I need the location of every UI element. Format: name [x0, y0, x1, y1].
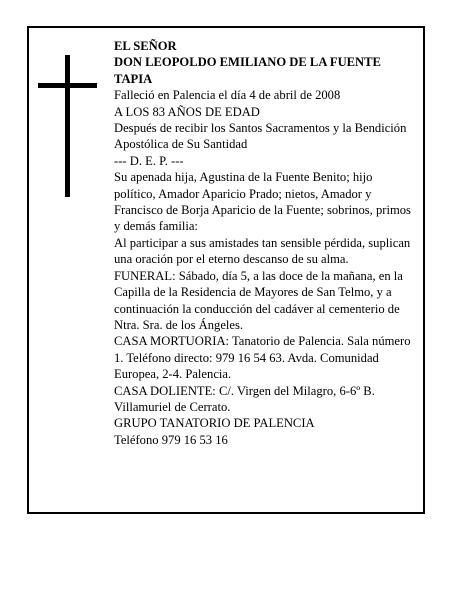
request-paragraph: Al participar a sus amistades tan sensible pérdida, suplican una oración por el eterno descanso de su alma.	[114, 235, 411, 267]
group-line: GRUPO TANATORIO DE PALENCIA	[114, 416, 315, 431]
age-line: A LOS 83 AÑOS DE EDAD	[114, 104, 260, 119]
family-paragraph: Su apenada hija, Agustina de la Fuente Benito; hijo político, Amador Aparicio Prado; nietos, Amador y Francisco de Borja Aparicio de la Fuente; sobrinos, primos y demás familia:	[114, 170, 411, 234]
heading: EL SEÑOR	[114, 39, 177, 53]
death-line: Falleció en Palencia el día 4 de abril de 2008	[114, 88, 341, 103]
mortuary-paragraph: CASA MORTUORIA: Tanatorio de Palencia. Sala número 1. Teléfono directo: 979 16 54 63. Avda. Comunidad Europea, 2-4. Palencia.	[114, 334, 411, 382]
cross-horizontal-bar	[38, 83, 97, 88]
cross-vertical-bar	[65, 55, 70, 197]
funeral-paragraph: FUNERAL: Sábado, día 5, a las doce de la mañana, en la Capilla de la Residencia de Mayores de San Telmo, y a continuación la conducción del cadáver al cementerio de Ntra. Sra. de los Ángeles.	[114, 268, 403, 332]
obituary-text	[114, 38, 414, 448]
mourning-house-paragraph: CASA DOLIENTE: C/. Virgen del Milagro, 6-6º B. Villamuriel de Cerrato.	[114, 383, 375, 414]
phone-line: Teléfono 979 16 53 16	[114, 432, 228, 447]
sacraments-line: Después de recibir los Santos Sacramentos y la Bendición Apostólica de Su Santidad	[114, 121, 407, 152]
deceased-name: DON LEOPOLDO EMILIANO DE LA FUENTE TAPIA	[114, 55, 381, 86]
rip-line: --- D. E. P. ---	[114, 153, 184, 168]
